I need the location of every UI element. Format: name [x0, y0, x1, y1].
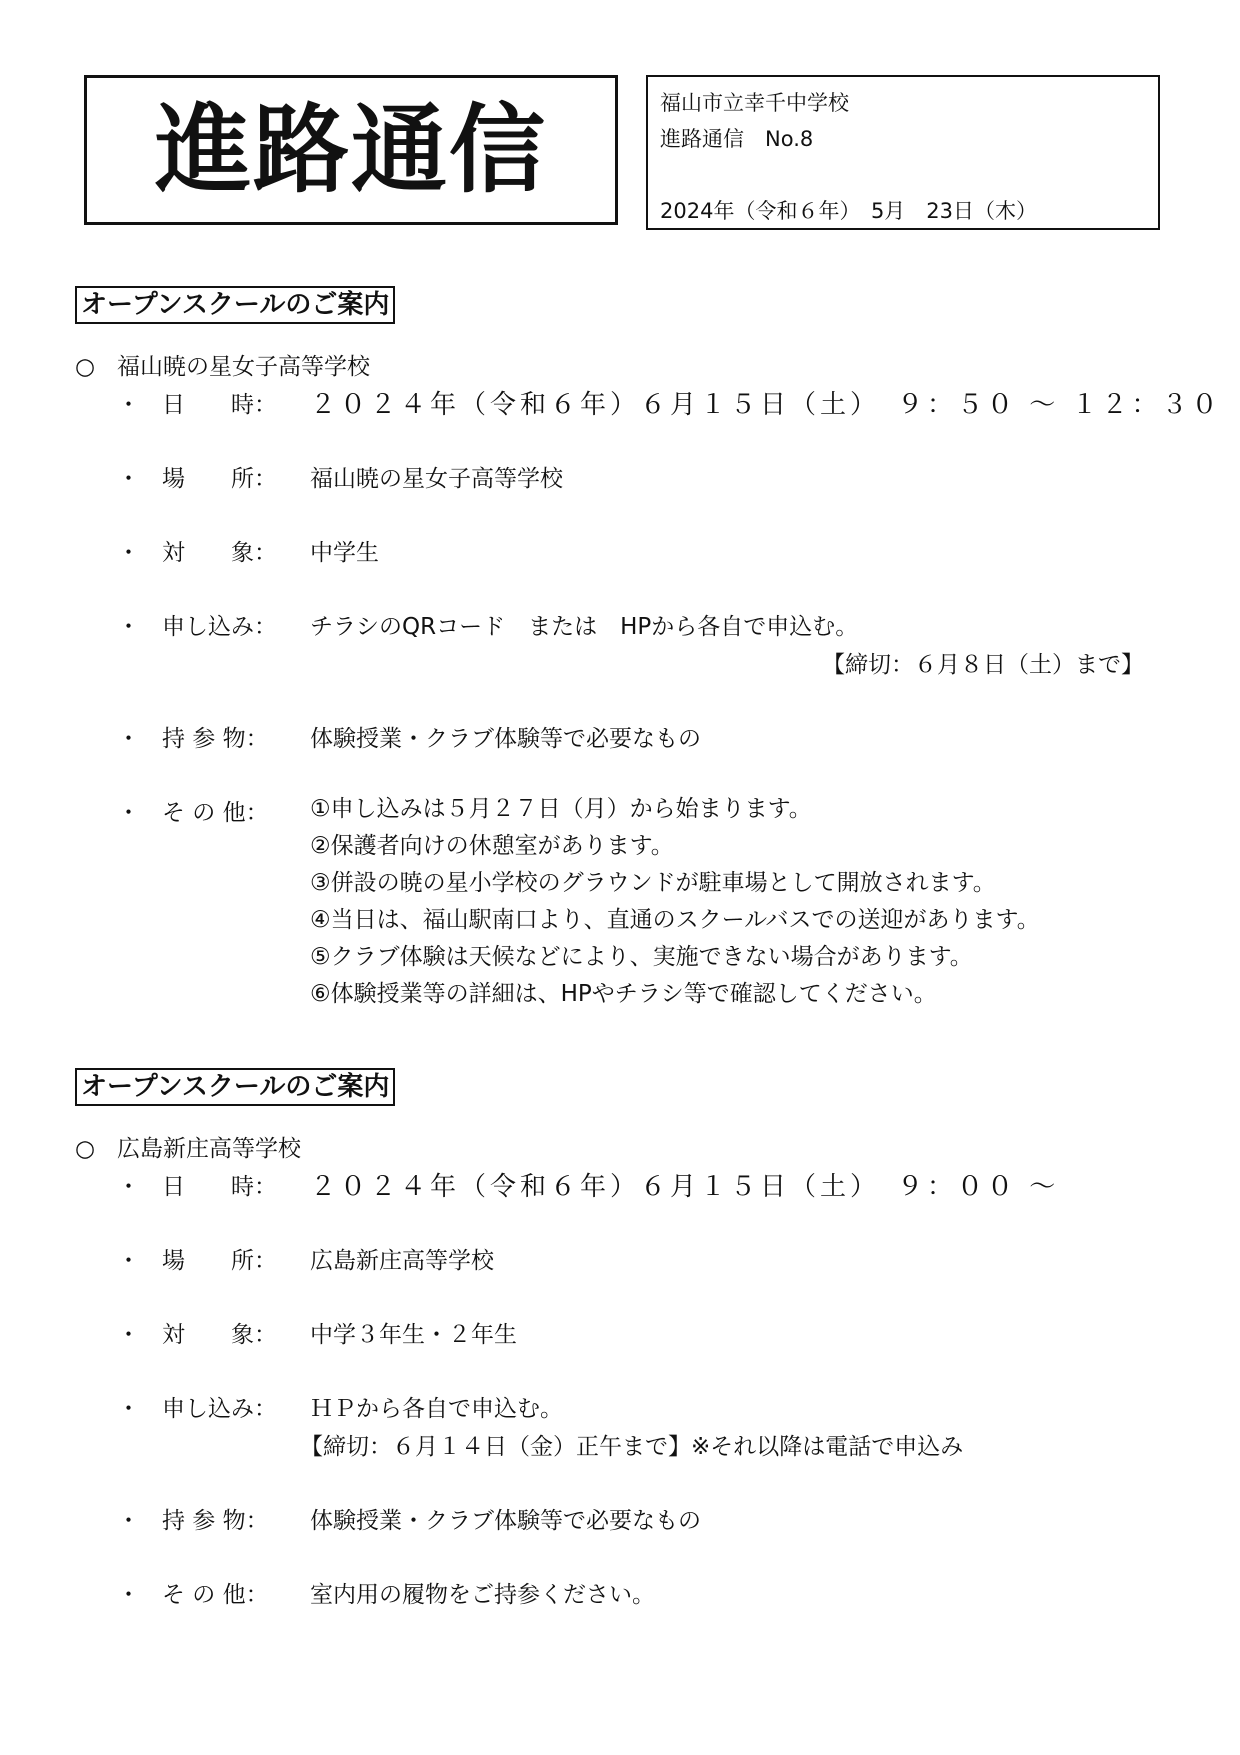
bullet: ・	[117, 614, 140, 640]
other-item: ②保護者向けの休憩室があります。	[310, 833, 674, 859]
section-heading-2: オープンスクールのご案内	[75, 1068, 395, 1106]
bring-value: 体験授業・クラブ体験等で必要なもの	[310, 726, 701, 752]
circle-marker: ○	[75, 1136, 96, 1162]
bullet: ・	[117, 1174, 140, 1200]
datetime-value: ２０２４年（令和６年）６月１５日（土） ９：５０ ～ １２：３０	[310, 390, 1222, 420]
bring-label: 持 参 物：	[162, 726, 269, 752]
other-item: ⑥体験授業等の詳細は、HPやチラシ等で確認してください。	[310, 981, 937, 1007]
newsletter-title-box	[84, 75, 618, 225]
bullet: ・	[117, 726, 140, 752]
apply-value: チラシのQRコード または HPから各自で申込む。	[310, 614, 859, 640]
datetime-label: 日 時：	[162, 392, 277, 418]
other-list-1	[310, 794, 1040, 1016]
bullet: ・	[117, 1582, 140, 1608]
apply-label: 申し込み：	[162, 1396, 277, 1422]
place-label: 場 所：	[162, 1248, 277, 1274]
bullet: ・	[117, 392, 140, 418]
bullet: ・	[117, 540, 140, 566]
other-item: ⑤クラブ体験は天候などにより、実施できない場合があります。	[310, 944, 973, 970]
bullet: ・	[117, 800, 140, 826]
target-value: 中学３年生・２年生	[310, 1322, 517, 1348]
target-value: 中学生	[310, 540, 379, 566]
school-name: 福山市立幸千中学校	[660, 91, 849, 115]
bullet: ・	[117, 1322, 140, 1348]
bullet: ・	[117, 1248, 140, 1274]
other-label: そ の 他：	[162, 800, 269, 826]
school-name-1: 福山暁の星女子高等学校	[117, 354, 370, 380]
school-line-2	[75, 1130, 301, 1163]
circle-marker: ○	[75, 354, 96, 380]
apply-deadline-2: 【締切：６月１４日（金）正午まで】※それ以降は電話で申込み	[300, 1434, 964, 1460]
bullet: ・	[117, 1396, 140, 1422]
apply-deadline-1: 【締切：６月８日（土）まで】	[822, 652, 1144, 678]
school-line-1	[75, 348, 370, 381]
target-label: 対 象：	[162, 540, 277, 566]
bring-value: 体験授業・クラブ体験等で必要なもの	[310, 1508, 701, 1534]
other-item: ③併設の暁の星小学校のグラウンドが駐車場として開放されます。	[310, 870, 996, 896]
bullet: ・	[117, 1508, 140, 1534]
target-label: 対 象：	[162, 1322, 277, 1348]
other-value: 室内用の履物をご持参ください。	[310, 1582, 655, 1608]
datetime-value: ２０２４年（令和６年）６月１５日（土） ９：００ ～	[310, 1172, 1060, 1202]
bullet: ・	[117, 466, 140, 492]
issue-number: 進路通信 No.8	[660, 127, 814, 151]
other-label: そ の 他：	[162, 1582, 269, 1608]
apply-value: ＨＰから各自で申込む。	[310, 1396, 563, 1422]
other-item: ④当日は、福山駅南口より、直通のスクールバスでの送迎があります。	[310, 907, 1040, 933]
bring-label: 持 参 物：	[162, 1508, 269, 1534]
section-heading-1: オープンスクールのご案内	[75, 286, 395, 324]
issue-info-box	[646, 75, 1160, 230]
other-item: ①申し込みは５月２７日（月）から始まります。	[310, 796, 812, 822]
newsletter-title: 進路通信	[155, 94, 547, 206]
place-value: 福山暁の星女子高等学校	[310, 466, 563, 492]
datetime-label: 日 時：	[162, 1174, 277, 1200]
issue-date: 2024年（令和６年） 5月 23日（木）	[660, 199, 1038, 223]
apply-label: 申し込み：	[162, 614, 277, 640]
place-value: 広島新庄高等学校	[310, 1248, 494, 1274]
school-name-2: 広島新庄高等学校	[117, 1136, 301, 1162]
place-label: 場 所：	[162, 466, 277, 492]
